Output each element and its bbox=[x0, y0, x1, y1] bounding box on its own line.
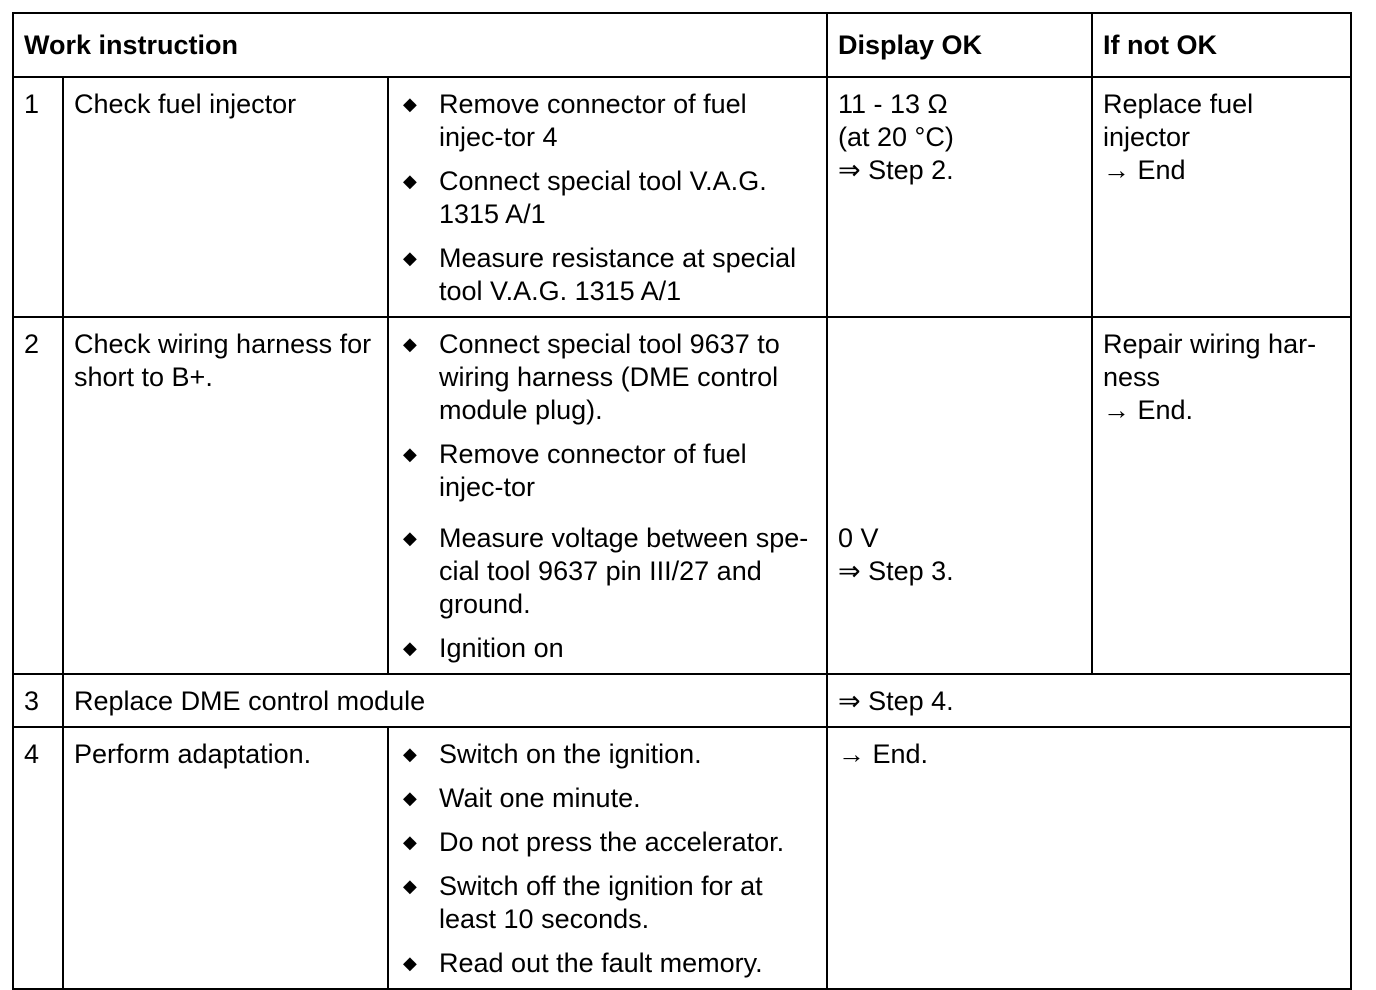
actions-cell bbox=[388, 727, 827, 989]
diamond-bullet-icon: ◆ bbox=[403, 248, 417, 268]
header-if-not-ok: If not OK bbox=[1092, 13, 1351, 77]
diamond-bullet-icon: ◆ bbox=[403, 638, 417, 658]
diamond-bullet-icon: ◆ bbox=[403, 832, 417, 852]
diamond-bullet-icon: ◆ bbox=[403, 444, 417, 464]
action-item: ◆ Measure resistance at special tool V.A.G. 1315 A/1 bbox=[403, 243, 797, 306]
task-cell: Perform adaptation. bbox=[63, 727, 388, 989]
action-item: ◆ Read out the fault memory. bbox=[403, 948, 763, 978]
header-display-ok: Display OK bbox=[827, 13, 1092, 77]
action-item: ◆ Switch off the ignition for at least 10 seconds. bbox=[403, 871, 763, 934]
row-number: 4 bbox=[13, 727, 63, 989]
task-cell: Check wiring harness for short to B+. bbox=[63, 317, 388, 674]
action-item: ◆ Ignition on bbox=[403, 633, 564, 663]
action-item: ◆ Switch on the ignition. bbox=[403, 739, 702, 769]
display-ok-cell: 11 - 13 Ω (at 20 °C) ⇒ Step 2. bbox=[827, 77, 1092, 317]
action-item: ◆ Connect special tool 9637 to wiring harness (DME control module plug). bbox=[403, 329, 780, 425]
header-work-instruction: Work instruction bbox=[13, 13, 827, 77]
action-item: ◆ Wait one minute. bbox=[403, 783, 641, 813]
if-not-ok-cell: Replace fuel injector → End bbox=[1092, 77, 1351, 317]
actions-cell bbox=[388, 317, 827, 674]
table-row bbox=[13, 77, 1351, 317]
diamond-bullet-icon: ◆ bbox=[403, 788, 417, 808]
action-item: ◆ Measure voltage between spe-cial tool 9637 pin III/27 and ground. bbox=[403, 523, 809, 619]
action-item: ◆ Remove connector of fuel injec-tor bbox=[403, 439, 747, 502]
result-cell: → End. bbox=[827, 727, 1351, 989]
action-item: ◆ Connect special tool V.A.G. 1315 A/1 bbox=[403, 166, 767, 229]
action-item: ◆ Do not press the accelerator. bbox=[403, 827, 785, 857]
row-number: 3 bbox=[13, 674, 63, 727]
diamond-bullet-icon: ◆ bbox=[403, 528, 417, 548]
diamond-bullet-icon: ◆ bbox=[403, 744, 417, 764]
diamond-bullet-icon: ◆ bbox=[403, 953, 417, 973]
diamond-bullet-icon: ◆ bbox=[403, 94, 417, 114]
if-not-ok-cell: Repair wiring har- ness → End. bbox=[1092, 317, 1351, 674]
table-row bbox=[13, 317, 1351, 674]
diamond-bullet-icon: ◆ bbox=[403, 171, 417, 191]
display-ok-cell: 0 V ⇒ Step 3. bbox=[827, 317, 1092, 674]
diamond-bullet-icon: ◆ bbox=[403, 876, 417, 896]
task-cell: Check fuel injector bbox=[63, 77, 388, 317]
actions-cell bbox=[388, 77, 827, 317]
table-row bbox=[13, 674, 1351, 727]
diamond-bullet-icon: ◆ bbox=[403, 334, 417, 354]
task-cell: Replace DME control module bbox=[63, 674, 827, 727]
result-cell: ⇒ Step 4. bbox=[827, 674, 1351, 727]
table-row bbox=[13, 727, 1351, 989]
row-number: 2 bbox=[13, 317, 63, 674]
row-number: 1 bbox=[13, 77, 63, 317]
work-instruction-table bbox=[12, 12, 1352, 990]
action-item: ◆ Remove connector of fuel injec-tor 4 bbox=[403, 89, 747, 152]
header-row bbox=[13, 13, 1351, 77]
